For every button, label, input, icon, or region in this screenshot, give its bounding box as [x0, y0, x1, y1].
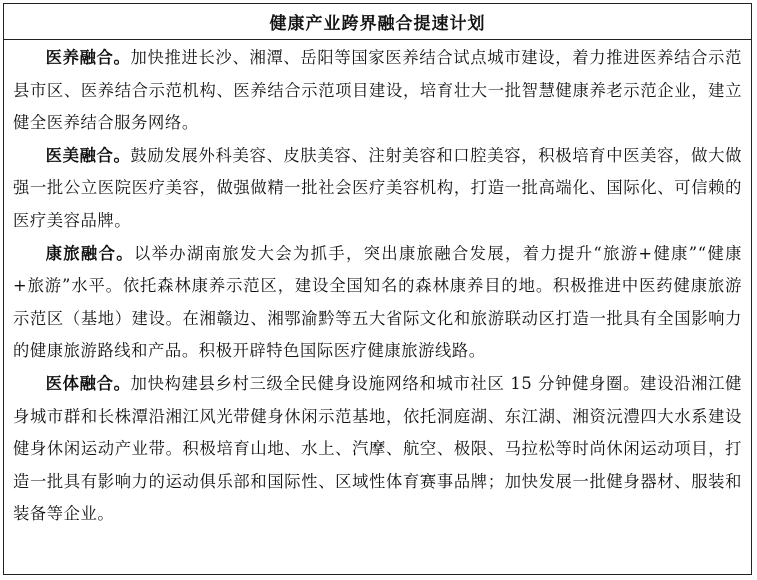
- table-header-row: [4, 4, 751, 40]
- section-heading: 医美融合。: [45, 145, 131, 165]
- plan-table: [3, 3, 752, 575]
- section-text: 加快推进长沙、湘潭、岳阳等国家医养结合试点城市建设，着力推进医养结合示范县市区、医养结合示范机构、医养结合示范项目建设，培育壮大一批智慧健康养老示范企业，建立健全医养结合服务网络。: [13, 48, 742, 133]
- section-medical-beauty: [13, 140, 742, 238]
- section-heading: 康旅融合。: [45, 243, 134, 263]
- table-title: 健康产业跨界融合提速计划: [269, 14, 486, 34]
- section-heading: 医养融合。: [45, 48, 131, 67]
- section-health-tourism: [13, 238, 742, 368]
- section-heading: 医体融合。: [45, 373, 131, 393]
- section-medical-sports: [13, 368, 742, 531]
- section-text: 以举办湖南旅发大会为抓手，突出康旅融合发展，着力提升“旅游+健康”“健康+旅游”水平。依托森林康养示范区，建设全国知名的森林康养目的地。积极推进中医药健康旅游示范区（基地）建设。在湘赣边、湘鄂渝黔等五大省际文化和旅游联动区打造一批具有全国影响力的健康旅游路线和产品。积极开辟特色国际医疗健康旅游线路。: [13, 243, 742, 361]
- section-medical-elderly-care: [13, 42, 742, 140]
- section-text: 加快构建县乡村三级全民健身设施网络和城市社区 15 分钟健身圈。建设沿湘江健身城市群和长株潭沿湘江风光带健身休闲示范基地，依托洞庭湖、东江湖、湘资沅澧四大水系建设健身休闲运动产业带。积极培育山地、水上、汽摩、航空、极限、马拉松等时尚休闲运动项目，打造一批具有影响力的运动俱乐部和国际性、区域性体育赛事品牌；加快发展一批健身器材、服装和装备等企业。: [13, 373, 742, 524]
- table-body: [4, 40, 751, 531]
- section-text: 鼓励发展外科美容、皮肤美容、注射美容和口腔美容，积极培育中医美容，做大做强一批公立医院医疗美容，做强做精一批社会医疗美容机构，打造一批高端化、国际化、可信赖的医疗美容品牌。: [13, 145, 742, 230]
